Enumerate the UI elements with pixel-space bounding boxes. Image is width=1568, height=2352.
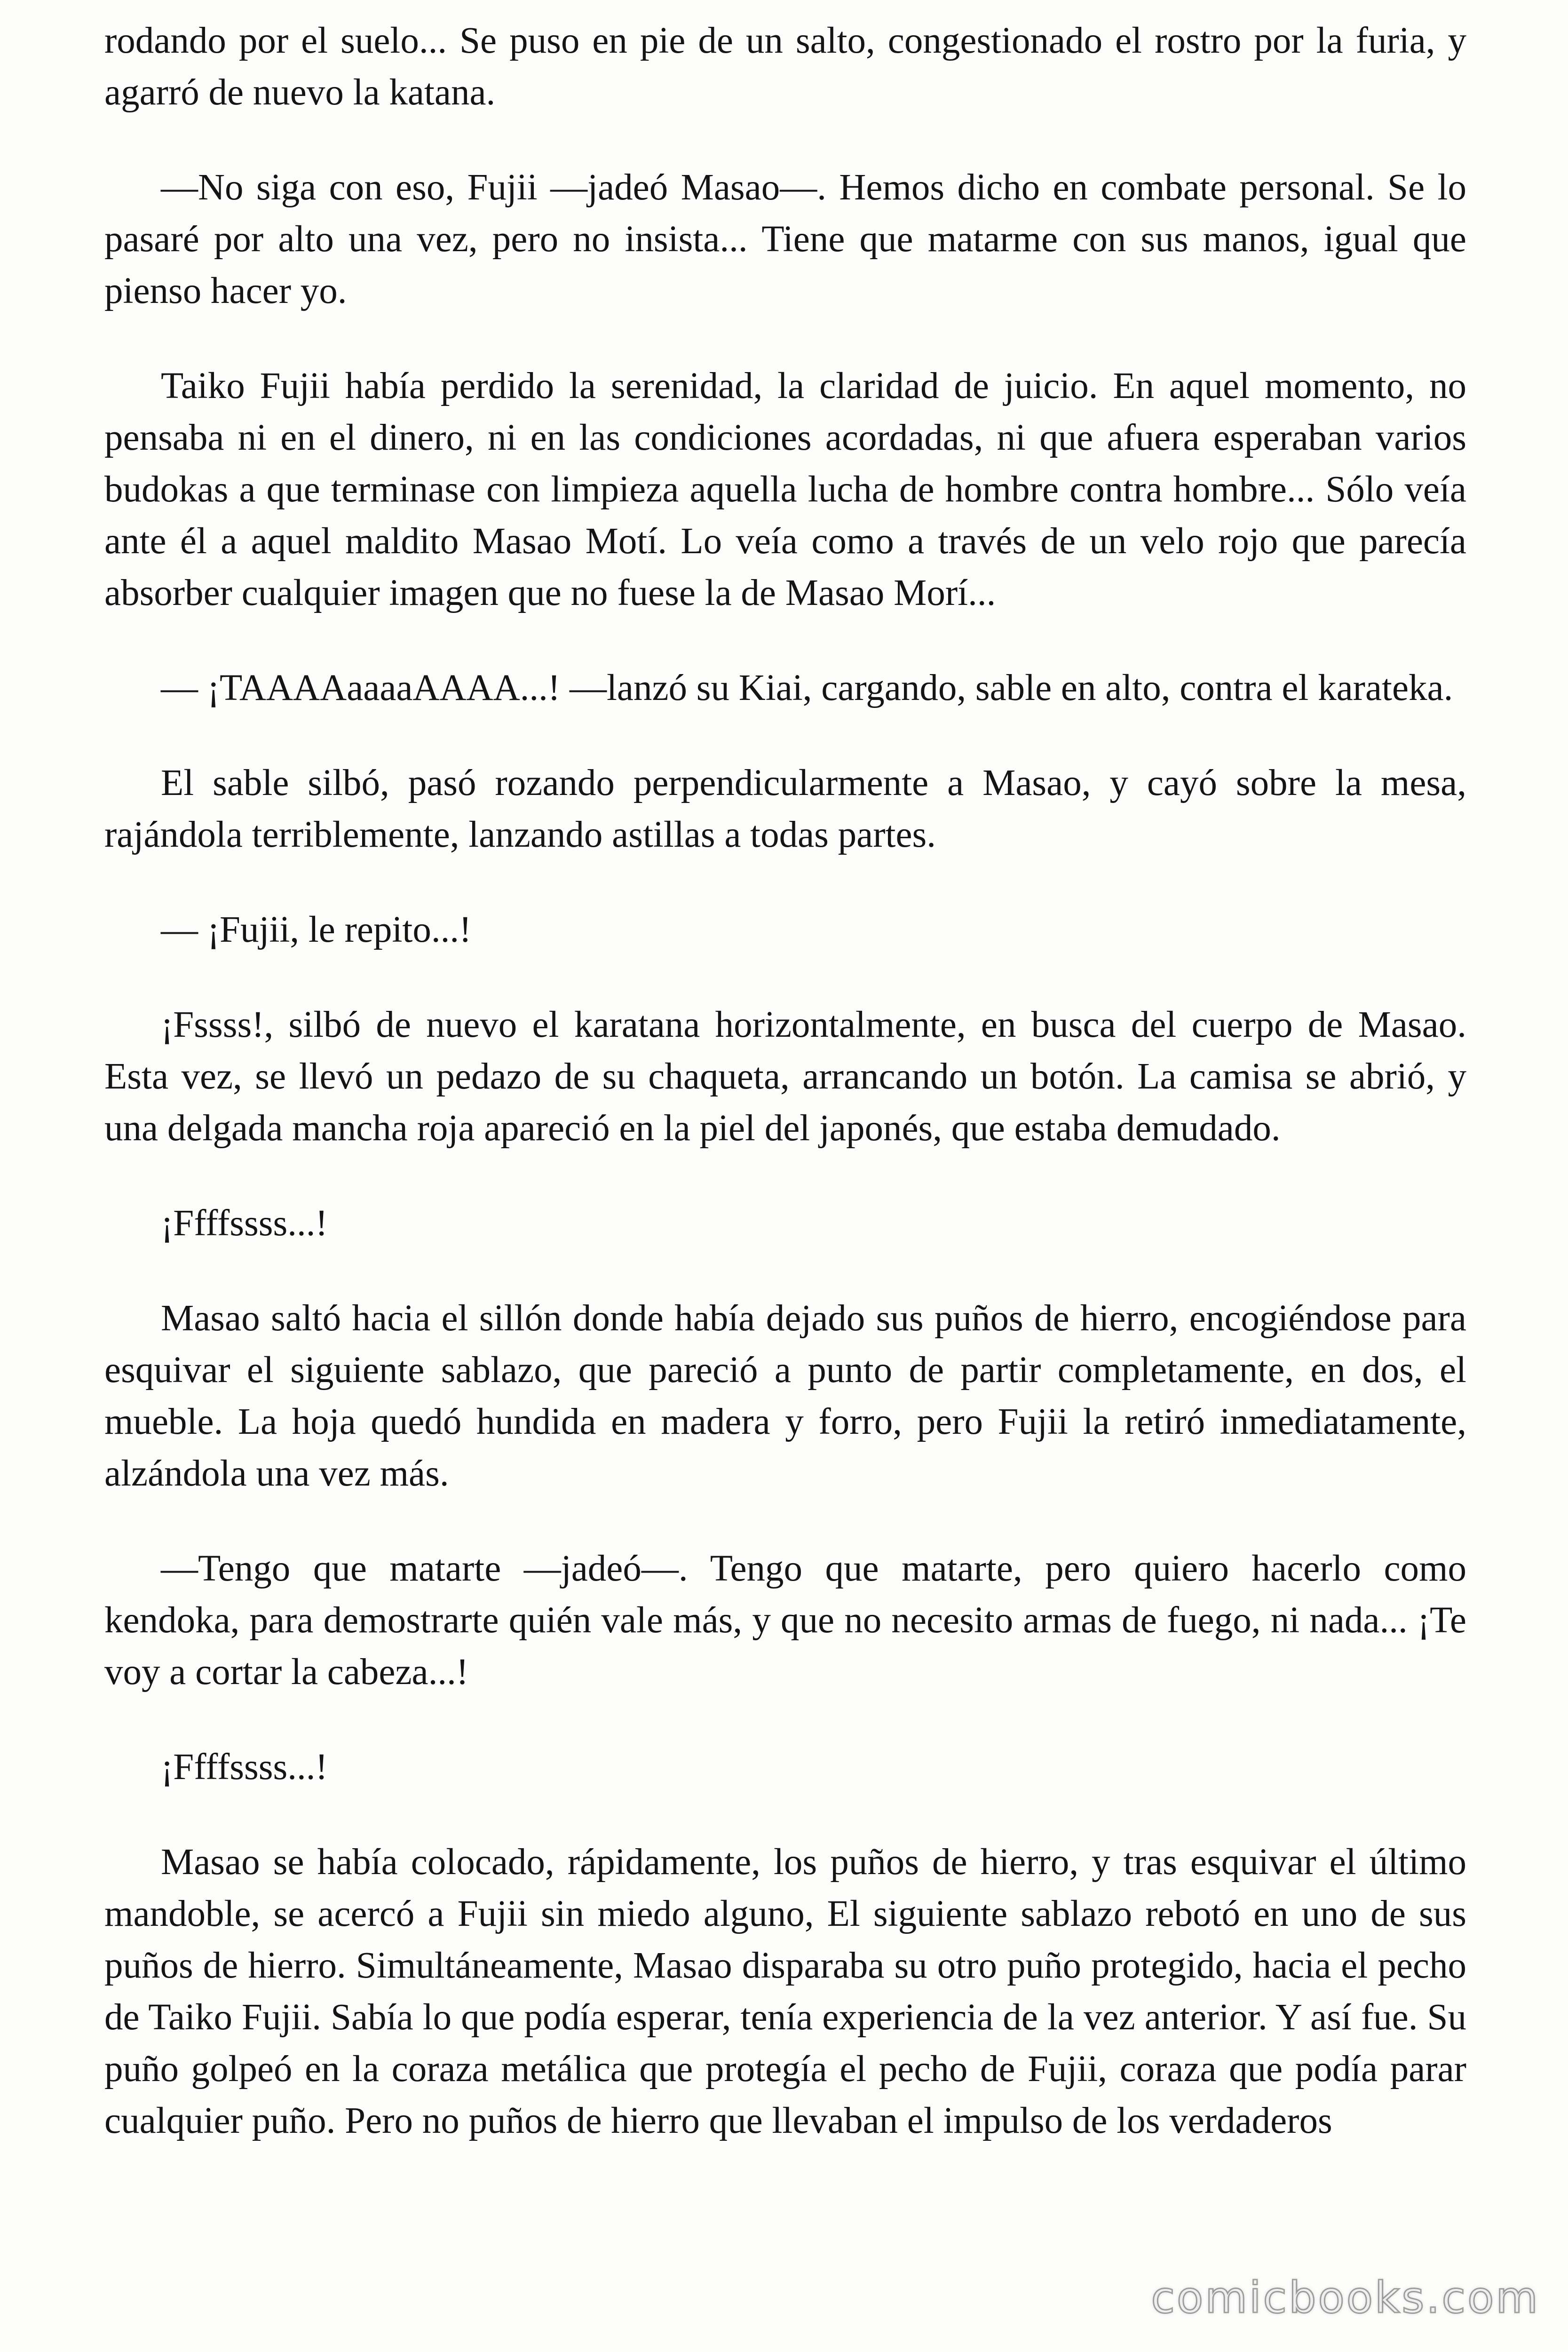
paragraph: ¡Ffffssss...! (161, 1747, 328, 1788)
paragraph: — ¡Fujii, le repito...! (161, 909, 472, 950)
watermark: comicbooks.com (1151, 2273, 1540, 2323)
paragraph: Masao se había colocado, rápidamente, los puños de hierro, y tras esquivar el último mandoble, se acercó a Fujii sin miedo alguno, El siguiente sablazo rebotó en uno de sus puños de hierro. Simultáneamente, Masao disparaba su otro puño protegido, hacia el pecho de Taiko Fujii. Sabía lo que podía esperar, tenía experiencia de la vez anterior. Y así fue. Su puño golpeó en la coraza metálica que protegía el pecho de Fujii, coraza que podía parar cualquier puño. Pero no puños de hierro que llevaban el impulso de los verdaderos (104, 1842, 1466, 2141)
paragraph: Masao saltó hacia el sillón donde había dejado sus puños de hierro, encogiéndose para esquivar el siguiente sablazo, que pareció a punto de partir completamente, en dos, el mueble. La hoja quedó hundida en madera y forro, pero Fujii la retiró inmediatamente, alzándola una vez más. (104, 1298, 1466, 1494)
paragraph: —Tengo que matarte —jadeó—. Tengo que matarte, pero quiero hacerlo como kendoka, para demostrarte quién vale más, y que no necesito armas de fuego, ni nada... ¡Te voy a cortar la cabeza...! (104, 1548, 1466, 1692)
paragraph: —No siga con eso, Fujii —jadeó Masao—. Hemos dicho en combate personal. Se lo pasaré por alto una vez, pero no insista... Tiene que matarme con sus manos, igual que pienso hacer yo. (104, 167, 1466, 311)
paragraph: ¡Ffffssss...! (161, 1203, 328, 1244)
paragraph: — ¡TAAAAaaaaAAAA...! —lanzó su Kiai, cargando, sable en alto, contra el karateka. (161, 667, 1453, 708)
paragraph: ¡Fssss!, silbó de nuevo el karatana horizontalmente, en busca del cuerpo de Masao. Esta vez, se llevó un pedazo de su chaqueta, arrancando un botón. La camisa se abrió, y una delgada mancha roja apareció en la piel del japonés, que estaba demudado. (104, 1004, 1466, 1149)
paragraph: Taiko Fujii había perdido la serenidad, la claridad de juicio. En aquel momento, no pensaba ni en el dinero, ni en las condiciones acordadas, ni que afuera esperaban varios budokas a que terminase con limpieza aquella lucha de hombre contra hombre... Sólo veía ante él a aquel maldito Masao Motí. Lo veía como a través de un velo rojo que parecía absorber cualquier imagen que no fuese la de Masao Morí... (104, 366, 1466, 613)
document-body (104, 15, 1466, 2190)
paragraph: El sable silbó, pasó rozando perpendicularmente a Masao, y cayó sobre la mesa, rajándola terriblemente, lanzando astillas a todas partes. (104, 763, 1466, 855)
paragraph: rodando por el suelo... Se puso en pie de un salto, congestionado el rostro por la furia, y agarró de nuevo la katana. (104, 20, 1466, 113)
